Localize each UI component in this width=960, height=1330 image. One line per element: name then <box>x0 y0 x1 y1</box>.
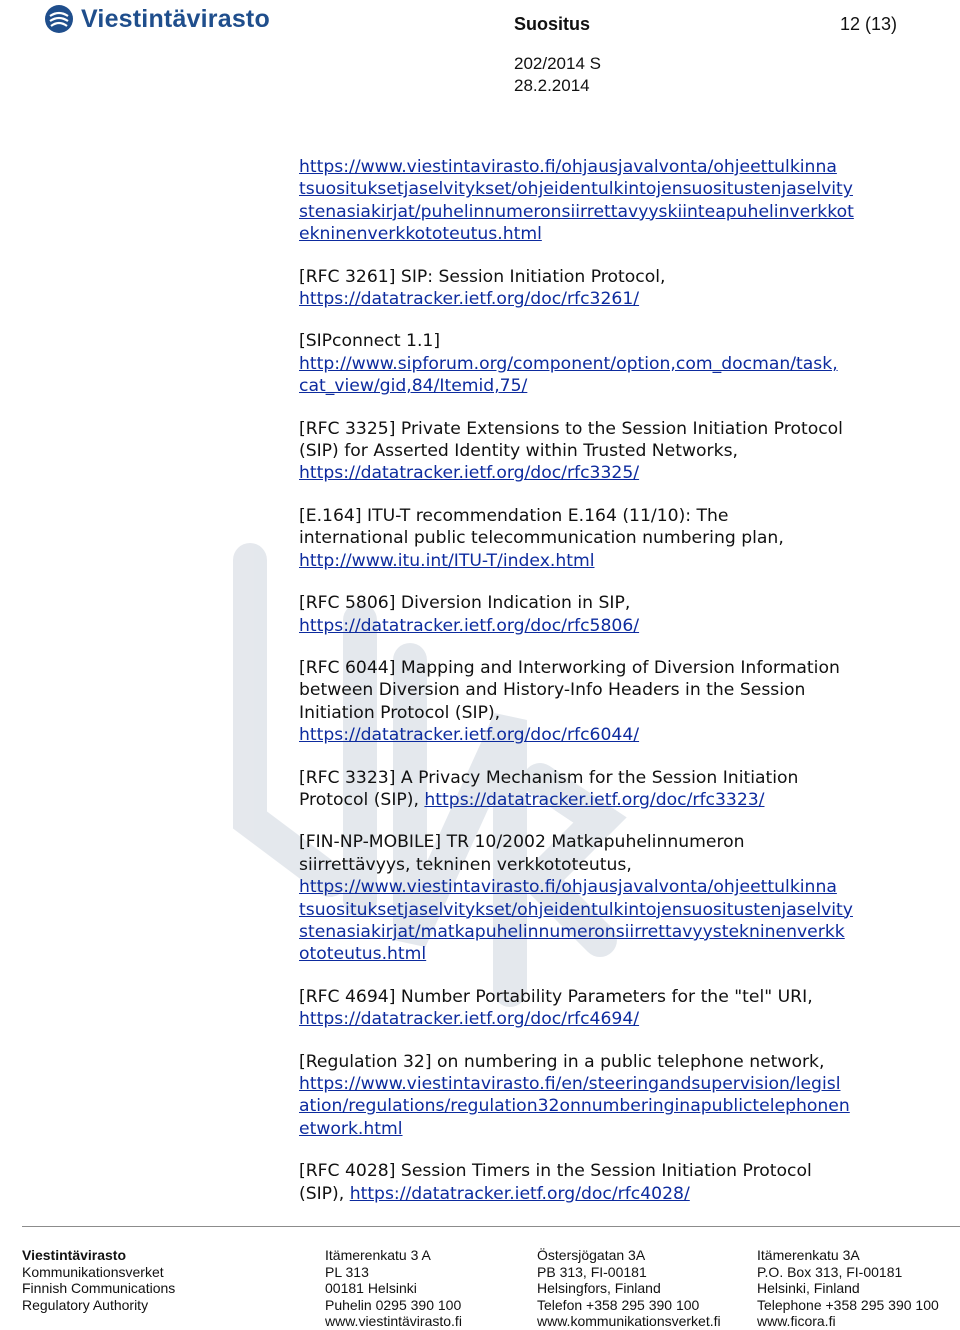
reference-text: [RFC 4028] Session Timers in the Session Initiation Protocol <box>299 1161 812 1182</box>
footer-line: Viestintävirasto <box>22 1247 127 1263</box>
reference-link[interactable]: http://www.itu.int/ITU-T/index.html <box>299 550 595 571</box>
footer-column <box>325 1247 462 1330</box>
reference-link[interactable]: ototeutus.html <box>299 944 427 965</box>
reference-text: [RFC 3325] Private Extensions to the Session Initiation Protocol <box>299 418 843 439</box>
reference-text: between Diversion and History-Info Headers in the Session <box>299 680 806 701</box>
footer-line: 00181 Helsinki <box>325 1280 417 1297</box>
page-header <box>0 0 960 100</box>
footer-line: Itämerenkatu 3A <box>757 1247 860 1263</box>
footer-line: Regulatory Authority <box>22 1296 149 1313</box>
reference-entry <box>299 592 939 637</box>
footer-line: Telefon +358 295 390 100 <box>537 1296 700 1313</box>
reference-link[interactable]: https://datatracker.ietf.org/doc/rfc4694/ <box>299 1009 640 1030</box>
page-number: 12 (13) <box>840 14 898 34</box>
reference-list <box>299 156 939 1225</box>
reference-entry <box>299 330 939 397</box>
footer-line: Kommunikationsverket <box>22 1263 164 1280</box>
reference-link[interactable]: stenasiakirjat/puhelinnumeronsiirrettavyyskiinteapuhelinverkkot <box>299 201 854 222</box>
reference-link[interactable]: tsuosituksetjaselvitykset/ohjeidentulkintojensuositustenjaselvity <box>299 899 853 920</box>
logo-text: Viestintävirasto <box>81 4 270 33</box>
reference-link[interactable]: https://www.viestintavirasto.fi/ohjausjavalvonta/ohjeettulkinna <box>299 157 837 177</box>
reference-text: [RFC 4694] Number Portability Parameters for the "tel" URI, <box>299 986 813 1007</box>
reference-link[interactable]: tsuosituksetjaselvitykset/ohjeidentulkintojensuositustenjaselvity <box>299 179 853 200</box>
reference-link[interactable]: ekninenverkkototeutus.html <box>299 224 542 245</box>
reference-link[interactable]: https://datatracker.ietf.org/doc/rfc6044/ <box>299 725 640 746</box>
footer-line: Östersjögatan 3A <box>537 1247 646 1263</box>
footer-line: P.O. Box 313, FI-00181 <box>757 1263 903 1280</box>
reference-text: [FIN-NP-MOBILE] TR 10/2002 Matkapuhelinnumeron <box>299 832 745 853</box>
reference-text: [RFC 3261] SIP: Session Initiation Protocol, <box>299 266 666 287</box>
reference-text: [E.164] ITU-T recommendation E.164 (11/10): The <box>299 505 729 526</box>
reference-entry <box>299 986 939 1031</box>
footer-column <box>757 1247 939 1330</box>
reference-link[interactable]: https://datatracker.ietf.org/doc/rfc3261/ <box>299 289 640 310</box>
reference-link[interactable]: stenasiakirjat/matkapuhelinnumeronsiirrettavyystekninenverkk <box>299 921 845 942</box>
reference-entry <box>299 1160 939 1205</box>
footer-line: Puhelin 0295 390 100 <box>325 1296 462 1313</box>
reference-entry <box>299 156 939 246</box>
reference-link[interactable]: https://datatracker.ietf.org/doc/rfc3325/ <box>299 463 640 484</box>
footer-line: www.viestintävirasto.fi <box>325 1313 462 1330</box>
reference-link[interactable]: etwork.html <box>299 1118 403 1139</box>
reference-text: (SIP), <box>299 1183 350 1204</box>
footer-line: Itämerenkatu 3 A <box>325 1247 431 1263</box>
reference-link[interactable]: https://datatracker.ietf.org/doc/rfc4028/ <box>349 1183 690 1204</box>
document-id: 202/2014 S <box>514 54 601 73</box>
reference-entry <box>299 831 939 965</box>
footer-line: PB 313, FI-00181 <box>537 1263 647 1280</box>
reference-text: Initiation Protocol (SIP), <box>299 702 501 723</box>
footer-column <box>22 1247 175 1313</box>
footer-column <box>537 1247 721 1330</box>
logo-icon <box>44 4 74 34</box>
reference-link[interactable]: ation/regulations/regulation32onnumberinginapublictelephonen <box>299 1096 850 1117</box>
agency-logo <box>44 4 270 34</box>
reference-entry <box>299 418 939 485</box>
reference-link[interactable]: https://www.viestintavirasto.fi/ohjausjavalvonta/ohjeettulkinna <box>299 877 837 898</box>
reference-text: [SIPconnect 1.1] <box>299 331 441 352</box>
reference-text: [RFC 3323] A Privacy Mechanism for the Session Initiation <box>299 767 799 788</box>
footer-line: PL 313 <box>325 1263 369 1280</box>
reference-text: (SIP) for Asserted Identity within Trusted Networks, <box>299 441 738 462</box>
reference-link[interactable]: https://www.viestintavirasto.fi/en/steeringandsupervision/legisl <box>299 1074 841 1094</box>
reference-text: [RFC 5806] Diversion Indication in SIP, <box>299 593 631 614</box>
reference-text: international public telecommunication numbering plan, <box>299 528 784 549</box>
document-type: Suositus <box>514 14 591 34</box>
reference-entry <box>299 767 939 812</box>
footer-line: Telephone +358 295 390 100 <box>757 1296 939 1313</box>
reference-link[interactable]: cat_view/gid,84/Itemid,75/ <box>299 376 528 397</box>
reference-link[interactable]: https://datatracker.ietf.org/doc/rfc5806/ <box>299 615 640 636</box>
reference-link[interactable]: http://www.sipforum.org/component/option,com_docman/task, <box>299 353 838 374</box>
footer-line: Helsingfors, Finland <box>537 1280 661 1297</box>
reference-entry <box>299 266 939 311</box>
reference-entry <box>299 505 939 572</box>
reference-text: [Regulation 32] on numbering in a public telephone network, <box>299 1051 825 1072</box>
reference-text <box>299 1183 939 1205</box>
reference-text: siirrettävyys, tekninen verkkototeutus, <box>299 854 632 875</box>
footer-line: Finnish Communications <box>22 1280 176 1297</box>
reference-entry <box>299 657 939 747</box>
reference-entry <box>299 1051 939 1141</box>
footer-divider <box>22 1226 960 1227</box>
reference-text: Protocol (SIP), <box>299 789 425 810</box>
reference-link[interactable]: https://datatracker.ietf.org/doc/rfc3323/ <box>424 789 765 810</box>
document-date: 28.2.2014 <box>514 76 590 95</box>
footer-line: www.kommunikationsverket.fi <box>537 1313 721 1330</box>
reference-text: [RFC 6044] Mapping and Interworking of Diversion Information <box>299 657 840 678</box>
footer-line: www.ficora.fi <box>757 1313 836 1330</box>
footer-line: Helsinki, Finland <box>757 1280 860 1297</box>
reference-text <box>299 789 939 811</box>
